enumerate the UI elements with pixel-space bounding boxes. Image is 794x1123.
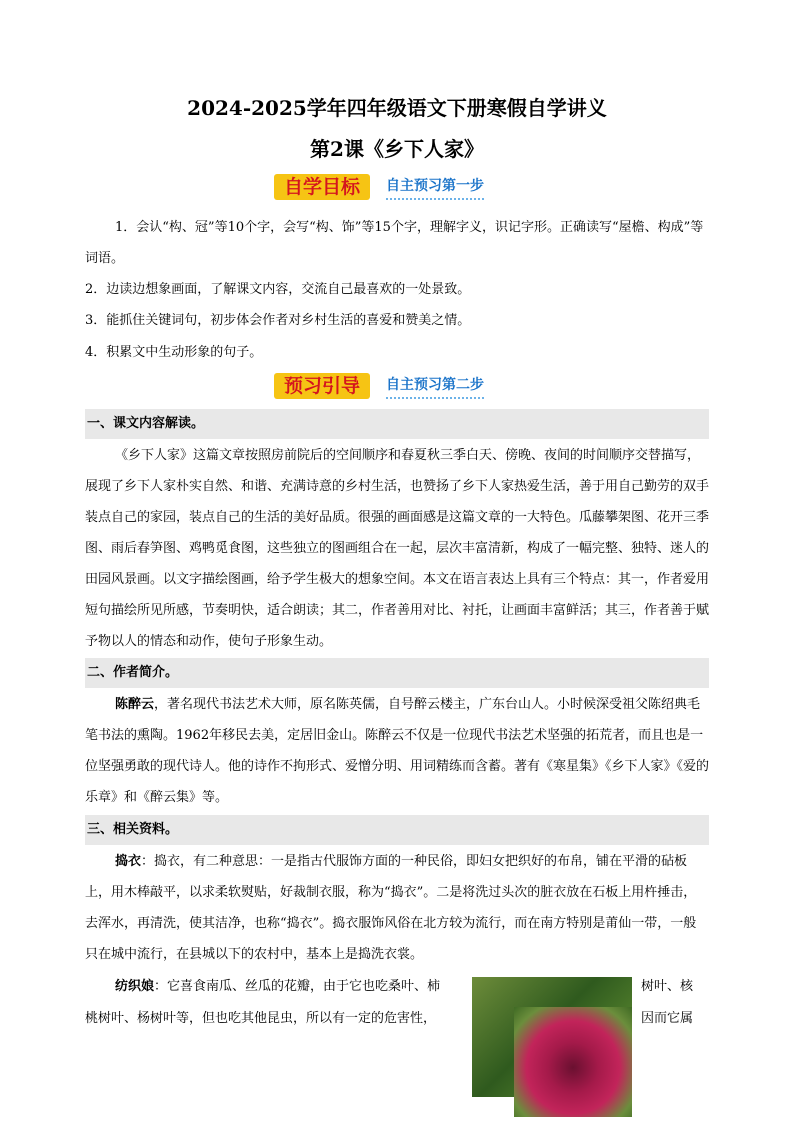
goal-item-1: 1．会认“构、冠”等10个字，会写“构、饰”等15个字，理解字义，识记字形。正确读写“屋檐、构成”等词语。 <box>85 220 704 266</box>
banner-self-study-goals <box>274 174 484 200</box>
term-daoyi: 捣衣 <box>115 854 142 869</box>
section-1-text: 《乡下人家》这篇文章按照房前院后的空间顺序和春夏秋三季白天、傍晚、夜间的时间顺序交替描写，展现了乡下人家朴实自然、和谐、充满诗意的乡村生活，也赞扬了乡下人家热爱生活，善于用自己勤劳的双手装点自己的家园，装点自己的生活的美好品质。很强的画面感是这篇文章的一大特色。瓜藤攀架图、花开三季图、雨后春笋图、鸡鸭觅食图，这些独立的图画组合在一起，层次丰富清新，构成了一幅完整、独特、迷人的田园风景画。以文字描绘图画，给予学生极大的想象空间。本文在语言表达上具有三个特点：其一，作者爱用短句描绘所见所感，节奏明快，适合朗读；其二，作者善用对比、衬托，让画面丰富鲜活；其三，作者善于赋予物以人的情态和动作，使句子形象生动。 <box>85 448 710 649</box>
section-heading-2: 二、作者简介。 <box>85 658 709 688</box>
author-bio: ，著名现代书法艺术大师，原名陈英儒，自号醉云楼主，广东台山人。小时候深受祖父陈绍典毛笔书法的熏陶。1962年移民去美，定居旧金山。陈醉云不仅是一位现代书法艺术坚强的拓荒者，而且也是一位坚强勇敢的现代诗人。他的诗作不拘形式、爱憎分明、用词精练而含蓄。著有《寒星集》《乡下人家》《爱的乐章》和《醉云集》等。 <box>85 697 710 805</box>
term-katydid-desc-a: ：它喜食南瓜、丝瓜的花瓣，由于它也吃桑叶、柿 <box>154 979 441 994</box>
goal-item-2: 2．边读边想象画面，了解课文内容，交流自己最喜欢的一处景致。 <box>85 282 471 297</box>
section-3-text-2c: 桃树叶、杨树叶等，但也吃其他昆虫，所以有一定的危害性， <box>85 1011 437 1026</box>
section-3-text-2a <box>85 971 465 1002</box>
lesson-title: 第2课《乡下人家》 <box>310 137 484 161</box>
section-3-text-2b: 树叶、核 <box>641 979 694 994</box>
term-daoyi-desc: ：捣衣，有二种意思：一是指古代服饰方面的一种民俗，即妇女把织好的布帛，铺在平滑的砧板上，用木棒敲平，以求柔软熨贴，好裁制衣服，称为“捣衣”。二是将洗过头次的脏衣放在石板上用杵捶击，去浑水，再清洗，使其洁净，也称“捣衣”。捣衣服饰风俗在北方较为流行，而在南方特别是莆仙一带，一般只在城中流行，在县城以下的农村中，基本上是捣洗衣裳。 <box>85 854 697 962</box>
author-name: 陈醉云 <box>115 697 155 712</box>
peony-flower-image <box>514 1007 632 1117</box>
goal-item-4: 4．积累文中生动形象的句子。 <box>85 345 263 360</box>
section-3-text-2d: 因而它属 <box>641 1011 694 1026</box>
term-katydid: 纺织娘 <box>115 979 155 994</box>
section-heading-1: 一、课文内容解读。 <box>85 409 709 439</box>
document-title: 2024-2025学年四年级语文下册寒假自学讲义 <box>187 96 607 120</box>
peony-photo <box>472 977 632 1117</box>
banner-subtitle: 自主预习第二步 <box>386 374 484 399</box>
section-heading-3: 三、相关资料。 <box>85 815 709 845</box>
banner-subtitle: 自主预习第一步 <box>386 175 484 200</box>
section-3-text-1 <box>85 846 709 970</box>
goal-item-3: 3．能抓住关键词句，初步体会作者对乡村生活的喜爱和赞美之情。 <box>85 313 471 328</box>
banner-preview-guide <box>274 373 484 399</box>
section-2-text <box>85 689 709 813</box>
banner-tag: 预习引导 <box>274 373 370 399</box>
banner-tag: 自学目标 <box>274 174 370 200</box>
